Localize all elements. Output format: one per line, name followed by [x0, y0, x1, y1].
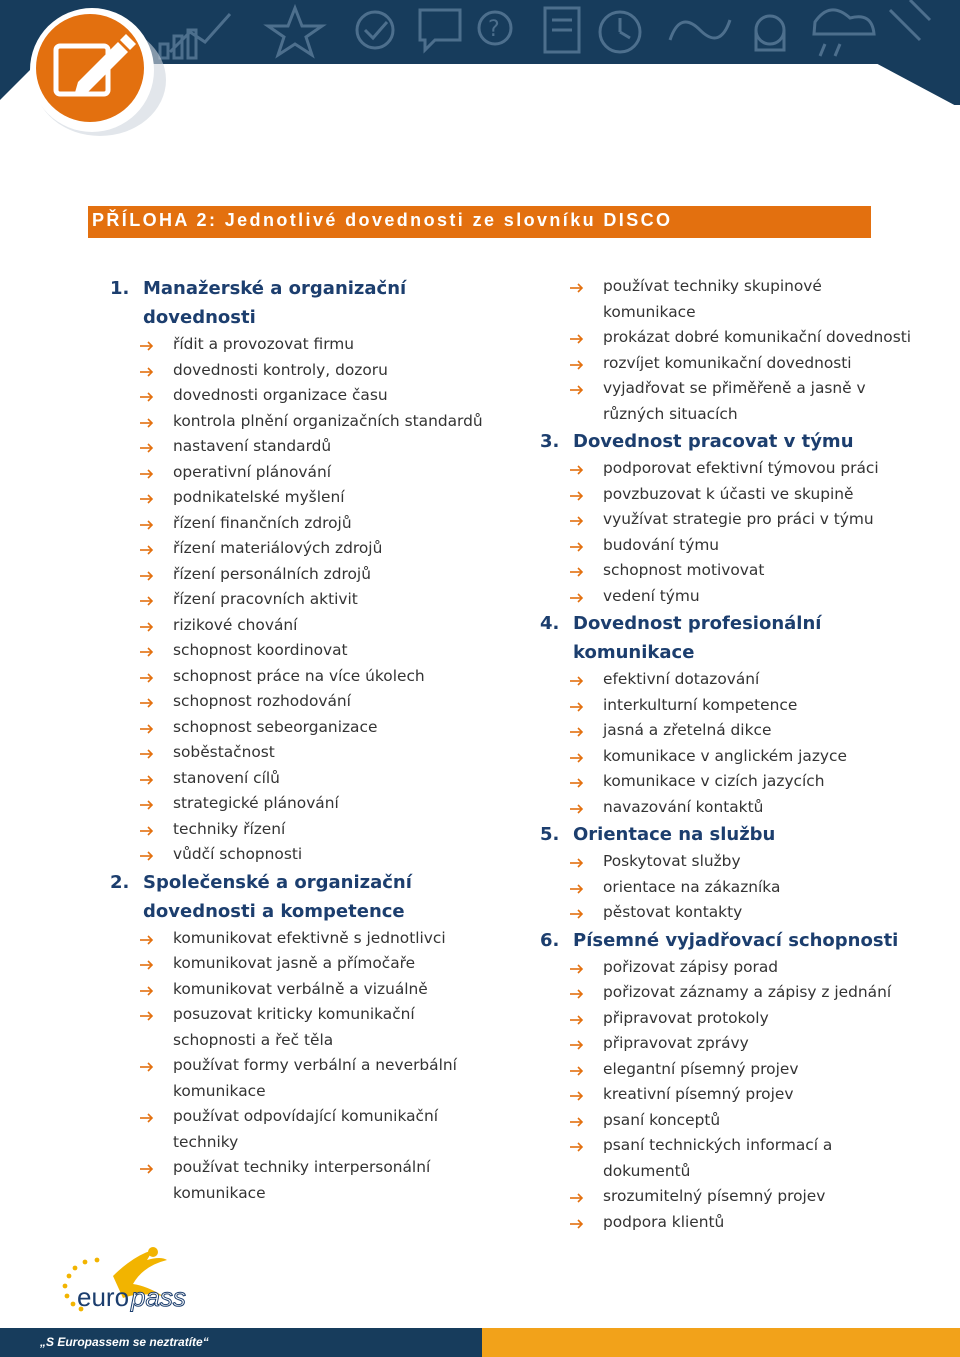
skill-item-text: posuzovat kriticky komunikační [173, 1005, 415, 1023]
skill-list [110, 926, 510, 1207]
left-column [110, 274, 510, 1206]
skill-item-text: psaní konceptů [603, 1110, 721, 1129]
section-heading-line: Orientace na službu [573, 824, 776, 845]
arrow-bullet-icon [569, 1013, 585, 1025]
skill-item [143, 638, 510, 664]
skill-item [573, 1133, 940, 1184]
skill-item [573, 769, 940, 795]
arrow-bullet-icon [139, 1009, 155, 1021]
skill-item-text: pořizovat záznamy a zápisy z jednání [603, 983, 892, 1001]
skill-item [143, 1155, 510, 1206]
skill-item-text: povzbuzovat k účasti ve skupině [603, 484, 854, 503]
skill-item-text: dokumentů [603, 1161, 691, 1180]
arrow-bullet-icon [139, 671, 155, 683]
skill-item-text: jasná a zřetelná dikce [603, 721, 772, 739]
skill-item [573, 325, 940, 351]
skill-item [573, 980, 940, 1006]
skill-item-text: strategické plánování [173, 794, 339, 812]
arrow-bullet-icon [569, 907, 585, 919]
skill-item [573, 1006, 940, 1032]
arrow-bullet-icon [139, 645, 155, 657]
skill-item [143, 511, 510, 537]
skill-item [143, 715, 510, 741]
svg-text:pass: pass [131, 1282, 186, 1312]
skill-item [573, 584, 940, 610]
title-bar [88, 206, 871, 238]
skill-item-text: připravovat protokoly [603, 1008, 769, 1027]
section-number: 4. [540, 613, 560, 634]
skill-item [573, 482, 940, 508]
skill-item [143, 434, 510, 460]
skill-item-text: řízení personálních zdrojů [173, 564, 371, 583]
skill-item [143, 817, 510, 843]
skill-item-text: prokázat dobré komunikační dovednosti [603, 328, 912, 346]
arrow-bullet-icon [569, 281, 585, 293]
skill-item [143, 926, 510, 952]
skill-item-text: vůdčí schopnosti [173, 845, 303, 863]
arrow-bullet-icon [139, 1060, 155, 1072]
skill-item [143, 613, 510, 639]
arrow-bullet-icon [139, 722, 155, 734]
section-heading-line: Manažerské a organizační [143, 278, 407, 299]
skill-item [143, 409, 510, 435]
arrow-bullet-icon [569, 856, 585, 868]
edit-pencil-icon [18, 8, 168, 136]
arrow-bullet-icon [139, 798, 155, 810]
arrow-bullet-icon [569, 1038, 585, 1050]
skill-item-text: řídit a provozovat firmu [173, 335, 355, 353]
arrow-bullet-icon [139, 933, 155, 945]
skill-item-text: schopnost koordinovat [173, 641, 348, 659]
arrow-bullet-icon [569, 463, 585, 475]
skill-item [573, 1031, 940, 1057]
skill-item-text: techniky [173, 1132, 239, 1151]
arrow-bullet-icon [139, 441, 155, 453]
skill-item-text: operativní plánování [173, 462, 331, 481]
section-heading [110, 868, 510, 926]
skill-item-text: různých situacích [603, 404, 738, 423]
arrow-bullet-icon [569, 1115, 585, 1127]
skill-item-text: používat formy verbální a neverbální [173, 1056, 457, 1074]
skill-item-text: psaní technických informací a [603, 1136, 833, 1154]
skill-item-text: komunikace [173, 1183, 266, 1202]
section-heading-line: Společenské a organizační [143, 871, 412, 893]
skill-list [540, 667, 940, 820]
arrow-bullet-icon [139, 594, 155, 606]
arrow-bullet-icon [569, 489, 585, 501]
section-heading [540, 609, 940, 667]
skill-item [143, 587, 510, 613]
arrow-bullet-icon [139, 416, 155, 428]
arrow-bullet-icon [139, 339, 155, 351]
skill-item [573, 1108, 940, 1134]
skill-item-text: rozvíjet komunikační dovednosti [603, 353, 852, 372]
section-heading-line: dovednosti [143, 307, 256, 328]
svg-text:?: ? [488, 17, 500, 42]
skill-item [573, 875, 940, 901]
footer-slogan: „S Europassem se neztratíte“ [40, 1335, 209, 1349]
section-heading [110, 274, 510, 332]
arrow-bullet-icon [569, 540, 585, 552]
section-number: 2. [110, 871, 130, 893]
header-decorative-icons [150, 0, 950, 64]
arrow-bullet-icon [569, 725, 585, 737]
section-number: 1. [110, 278, 130, 299]
skill-item-text: kontrola plnění organizačních standardů [173, 411, 483, 430]
skill-item-text: schopnost sebeorganizace [173, 717, 378, 736]
europass-logo [55, 1246, 205, 1316]
skill-item-text: efektivní dotazování [603, 670, 760, 688]
skill-list [540, 274, 940, 427]
skill-item-text: používat techniky skupinové [603, 277, 822, 295]
skill-item [573, 351, 940, 377]
header-wedge-right [870, 60, 960, 105]
skill-item [143, 358, 510, 384]
arrow-bullet-icon [139, 1162, 155, 1174]
skill-list [540, 955, 940, 1236]
arrow-bullet-icon [139, 747, 155, 759]
right-column [540, 274, 940, 1235]
arrow-bullet-icon [569, 776, 585, 788]
skill-item [143, 485, 510, 511]
arrow-bullet-icon [139, 824, 155, 836]
skill-item-text: vedení týmu [603, 586, 700, 605]
skill-item [573, 693, 940, 719]
page-title: PŘÍLOHA 2: Jednotlivé dovednosti ze slovníku DISCO [92, 210, 673, 230]
skill-item-text: komunikace [173, 1081, 266, 1100]
skill-item [143, 383, 510, 409]
skill-item-text: komunikace [603, 302, 696, 321]
arrow-bullet-icon [569, 1089, 585, 1101]
arrow-bullet-icon [139, 620, 155, 632]
skill-item-text: komunikovat verbálně a vizuálně [173, 979, 428, 998]
arrow-bullet-icon [139, 958, 155, 970]
arrow-bullet-icon [569, 802, 585, 814]
section-heading-line: Dovednost profesionální [573, 613, 822, 634]
arrow-bullet-icon [569, 674, 585, 686]
skill-item-text: vyjadřovat se přiměřeně a jasně v [603, 379, 866, 397]
skill-item-text: soběstačnost [173, 743, 275, 761]
skill-item-text: budování týmu [603, 535, 720, 554]
skill-item-text: dovednosti kontroly, dozoru [173, 360, 388, 379]
arrow-bullet-icon [569, 332, 585, 344]
skill-item-text: stanovení cílů [173, 768, 280, 787]
arrow-bullet-icon [139, 518, 155, 530]
skill-item-text: techniky řízení [173, 819, 286, 838]
section-heading-line: dovednosti a kompetence [143, 900, 405, 922]
skill-item [143, 536, 510, 562]
skill-item-text: řízení materiálových zdrojů [173, 539, 383, 557]
skill-item-text: řízení finančních zdrojů [173, 513, 352, 532]
arrow-bullet-icon [569, 514, 585, 526]
arrow-bullet-icon [569, 358, 585, 370]
skill-item-text: dovednosti organizace času [173, 386, 388, 404]
section-heading-line: komunikace [573, 642, 695, 663]
section-heading [540, 820, 940, 849]
skill-item-text: Poskytovat služby [603, 852, 741, 870]
arrow-bullet-icon [569, 962, 585, 974]
arrow-bullet-icon [569, 751, 585, 763]
skill-item-text: interkulturní kompetence [603, 695, 798, 714]
arrow-bullet-icon [569, 700, 585, 712]
arrow-bullet-icon [569, 1140, 585, 1152]
skill-item [573, 955, 940, 981]
section-number: 3. [540, 431, 560, 452]
skill-item [573, 456, 940, 482]
skill-item [143, 951, 510, 977]
skill-item [143, 1053, 510, 1104]
skill-item [573, 795, 940, 821]
skill-item [573, 1184, 940, 1210]
skill-item-text: nastavení standardů [173, 437, 332, 455]
skill-list [540, 849, 940, 926]
skill-item [573, 849, 940, 875]
section-heading [540, 926, 940, 955]
section-number: 5. [540, 824, 560, 845]
skill-item-text: připravovat zprávy [603, 1034, 749, 1052]
skill-item [143, 842, 510, 868]
skill-item-text: komunikovat jasně a přímočaře [173, 954, 416, 972]
skill-item [143, 1104, 510, 1155]
arrow-bullet-icon [569, 882, 585, 894]
skill-item-text: schopnost motivovat [603, 561, 765, 579]
skill-item-text: schopnost rozhodování [173, 692, 351, 710]
arrow-bullet-icon [139, 696, 155, 708]
skill-item-text: komunikovat efektivně s jednotlivci [173, 928, 446, 947]
section-heading-line: Písemné vyjadřovací schopnosti [573, 929, 899, 951]
arrow-bullet-icon [569, 987, 585, 999]
skill-item [143, 740, 510, 766]
arrow-bullet-icon [569, 565, 585, 577]
skill-item [143, 562, 510, 588]
arrow-bullet-icon [139, 467, 155, 479]
arrow-bullet-icon [569, 1217, 585, 1229]
skill-item [143, 791, 510, 817]
arrow-bullet-icon [139, 569, 155, 581]
skill-item-text: orientace na zákazníka [603, 877, 781, 896]
arrow-bullet-icon [139, 849, 155, 861]
skill-item [143, 977, 510, 1003]
svg-text:euro: euro [77, 1282, 130, 1312]
skill-item [573, 507, 940, 533]
skill-item-text: využívat strategie pro práci v týmu [603, 510, 874, 528]
skill-item-text: používat odpovídající komunikační [173, 1107, 439, 1125]
arrow-bullet-icon [139, 365, 155, 377]
skill-item-text: pěstovat kontakty [603, 903, 743, 921]
skill-item-text: srozumitelný písemný projev [603, 1187, 826, 1205]
skill-list [540, 456, 940, 609]
arrow-bullet-icon [569, 591, 585, 603]
skill-item [143, 332, 510, 358]
section-heading-line: Dovednost pracovat v týmu [573, 431, 854, 452]
skill-item [143, 460, 510, 486]
skill-item [573, 558, 940, 584]
skill-item-text: podnikatelské myšlení [173, 488, 345, 506]
skill-item [573, 900, 940, 926]
footer-bar [0, 1328, 960, 1357]
skill-item [573, 1057, 940, 1083]
skill-item-text: podporovat efektivní týmovou práci [603, 459, 879, 477]
skill-item-text: podpora klientů [603, 1212, 725, 1231]
arrow-bullet-icon [569, 383, 585, 395]
skill-item [143, 766, 510, 792]
skill-item [573, 376, 940, 427]
skill-item [573, 533, 940, 559]
arrow-bullet-icon [139, 492, 155, 504]
arrow-bullet-icon [569, 1064, 585, 1076]
skill-item [143, 664, 510, 690]
skill-item-text: komunikace v anglickém jazyce [603, 746, 847, 765]
section-heading [540, 427, 940, 456]
arrow-bullet-icon [139, 543, 155, 555]
skill-item-text: rizikové chování [173, 615, 298, 634]
skill-item-text: řízení pracovních aktivit [173, 590, 358, 608]
section-number: 6. [540, 929, 560, 951]
skill-item-text: navazování kontaktů [603, 797, 764, 816]
arrow-bullet-icon [139, 984, 155, 996]
skill-item [573, 1210, 940, 1236]
skill-item-text: používat techniky interpersonální [173, 1158, 431, 1176]
skill-item-text: schopnost práce na více úkolech [173, 666, 425, 685]
skill-item-text: kreativní písemný projev [603, 1085, 794, 1103]
skill-item [573, 744, 940, 770]
skill-item-text: pořizovat zápisy porad [603, 957, 779, 976]
skill-item [143, 1002, 510, 1053]
arrow-bullet-icon [139, 390, 155, 402]
skill-item [573, 1082, 940, 1108]
skill-item [573, 274, 940, 325]
skill-item [143, 689, 510, 715]
skill-item-text: komunikace v cizích jazycích [603, 772, 825, 790]
arrow-bullet-icon [569, 1191, 585, 1203]
skill-item [573, 667, 940, 693]
skill-item-text: schopnosti a řeč těla [173, 1030, 334, 1049]
arrow-bullet-icon [139, 773, 155, 785]
footer-accent [482, 1328, 960, 1357]
arrow-bullet-icon [139, 1111, 155, 1123]
skill-item-text: elegantní písemný projev [603, 1059, 799, 1078]
skill-list [110, 332, 510, 868]
skill-item [573, 718, 940, 744]
